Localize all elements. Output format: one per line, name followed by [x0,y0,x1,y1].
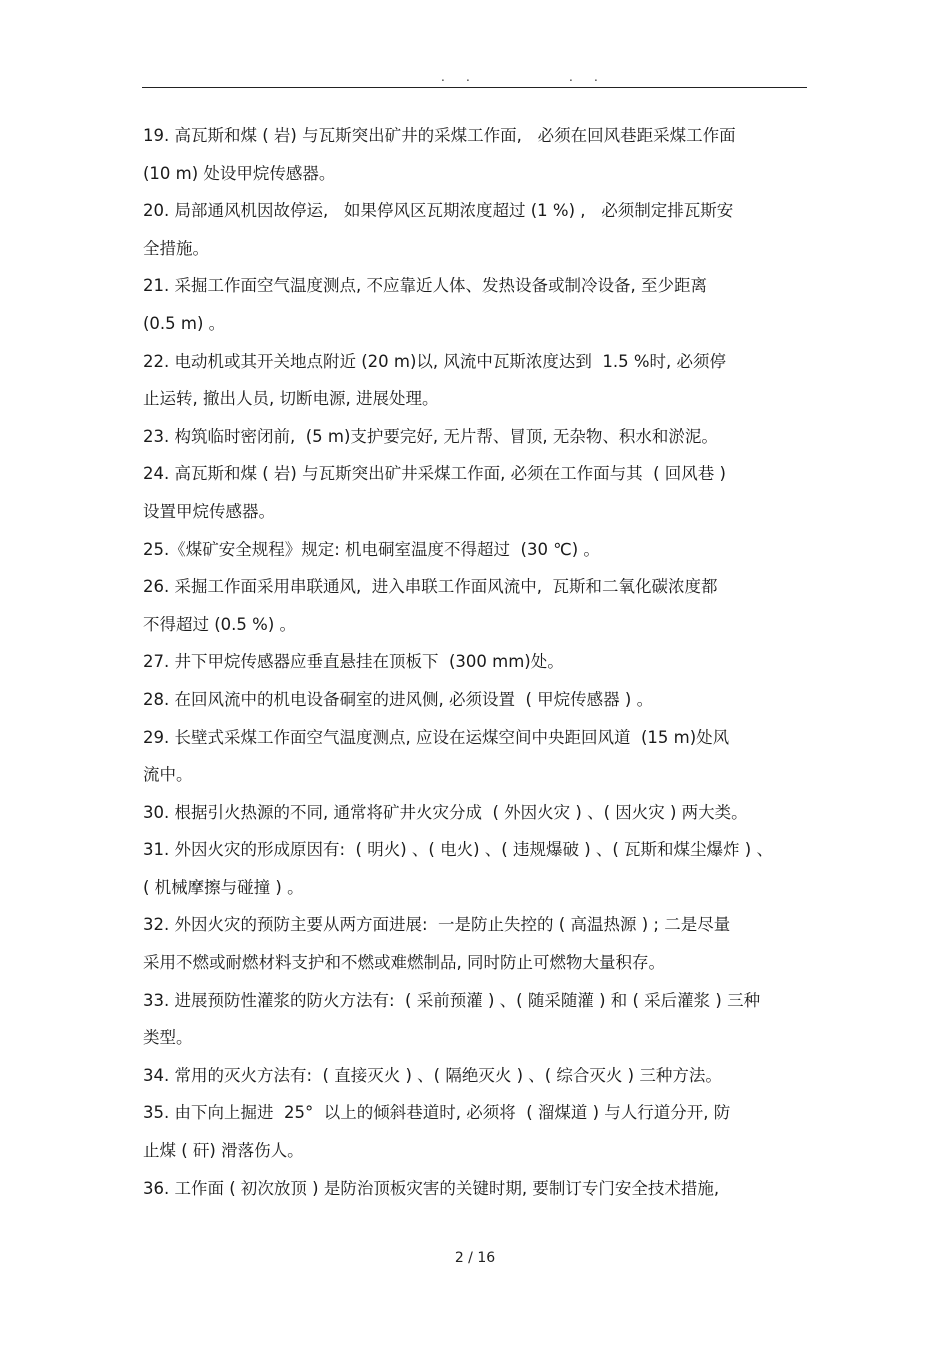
text-line: 采用不燃或耐燃材料支护和不燃或难燃制品, 同时防止可燃物大量积存。 [143,953,665,973]
text-line: 27. 井下甲烷传感器应垂直悬挂在顶板下 (300 mm)处。 [143,652,564,672]
question-item [143,1094,807,1169]
question-item [143,531,807,569]
text-line: 不得超过 (0.5 %) 。 [143,614,297,634]
question-item [143,794,807,832]
text-line: 全措施。 [143,238,209,258]
text-line: 止运转, 撤出人员, 切断电源, 进展处理。 [143,389,439,409]
text-line: 流中。 [143,765,193,785]
text-line: 32. 外因火灾的预防主要从两方面进展: 一是防止失控的 ( 高温热源 ) ; 二是尽量 [143,915,731,935]
question-item [143,643,807,681]
text-line: 20. 局部通风机因故停运, 如果停风区瓦期浓度超过 (1 %) , 必须制定排瓦斯安 [143,201,734,221]
header-dot: . [466,70,470,84]
question-item [143,982,807,1057]
question-item [143,906,807,981]
text-line: 19. 高瓦斯和煤 ( 岩) 与瓦斯突出矿井的采煤工作面, 必须在回风巷距采煤工作面 [143,126,736,145]
question-item [143,681,807,719]
text-line: (0.5 m) 。 [143,313,226,333]
text-line: (10 m) 处设甲烷传感器。 [143,163,336,183]
text-line: 35. 由下向上掘进 25° 以上的倾斜巷道时, 必须将 ( 溜煤道 ) 与人行道分开, 防 [143,1103,731,1123]
text-line: 36. 工作面 ( 初次放顶 ) 是防治顶板灾害的关键时期, 要制订专门安全技术措施, [143,1178,720,1198]
question-item [143,719,807,794]
question-item [143,1057,807,1095]
question-item [143,455,807,530]
header-dot: . [594,70,598,84]
header-dots [0,70,950,84]
text-line: 34. 常用的灭火方法有: ( 直接灭火 ) 、( 隔绝灭火 ) 、( 综合灭火 ) 三种方法。 [143,1065,722,1085]
text-line: 设置甲烷传感器。 [143,501,275,521]
text-line: 28. 在回风流中的机电设备硐室的进风侧, 必须设置 ( 甲烷传感器 ) 。 [143,689,654,709]
question-item [143,831,807,906]
text-line: 22. 电动机或其开关地点附近 (20 m)以, 风流中瓦斯浓度达到 1.5 %时, 必须停 [143,351,727,371]
text-line: 31. 外因火灾的形成原因有: ( 明火) 、( 电火) 、( 违规爆破 ) 、( 瓦斯和煤尘爆炸 ) 、 [143,840,773,860]
text-line: ( 机械摩擦与碰撞 ) 。 [143,877,304,897]
text-line: 29. 长壁式采煤工作面空气温度测点, 应设在运煤空间中央距回风道 (15 m)处风 [143,727,730,747]
text-line: 21. 采掘工作面空气温度测点, 不应靠近人体、发热设备或制冷设备, 至少距离 [143,276,707,296]
text-line: 止煤 ( 矸) 滑落伤人。 [143,1141,304,1161]
text-line: 30. 根据引火热源的不同, 通常将矿井火灾分成 ( 外因火灾 ) 、( 因火灾 ) 两大类。 [143,802,748,822]
header-dot: . [441,70,445,84]
text-line: 33. 进展预防性灌浆的防火方法有: ( 采前预灌 ) 、( 随采随灌 ) 和 ( 采后灌浆 ) 三种 [143,990,761,1010]
question-item [143,1170,807,1208]
question-item [143,343,807,418]
question-item [143,267,807,342]
text-line: 26. 采掘工作面采用串联通风, 进入串联工作面风流中, 瓦斯和二氧化碳浓度都 [143,577,718,597]
text-line: 24. 高瓦斯和煤 ( 岩) 与瓦斯突出矿井采煤工作面, 必须在工作面与其 ( 回风巷 ) [143,464,726,484]
question-item [143,568,807,643]
text-line: 25.《煤矿安全规程》规定: 机电硐室温度不得超过 (30 ℃) 。 [143,539,600,559]
question-item [143,192,807,267]
text-line: 23. 构筑临时密闭前, (5 m)支护要完好, 无片帮、冒顶, 无杂物、积水和淤泥。 [143,426,718,446]
header-dot: . [569,70,573,84]
document-body [143,117,807,1207]
header-rule [142,87,807,88]
question-item [143,117,807,192]
text-line: 类型。 [143,1028,193,1048]
question-item [143,418,807,456]
page-number: 2 / 16 [454,1250,496,1266]
